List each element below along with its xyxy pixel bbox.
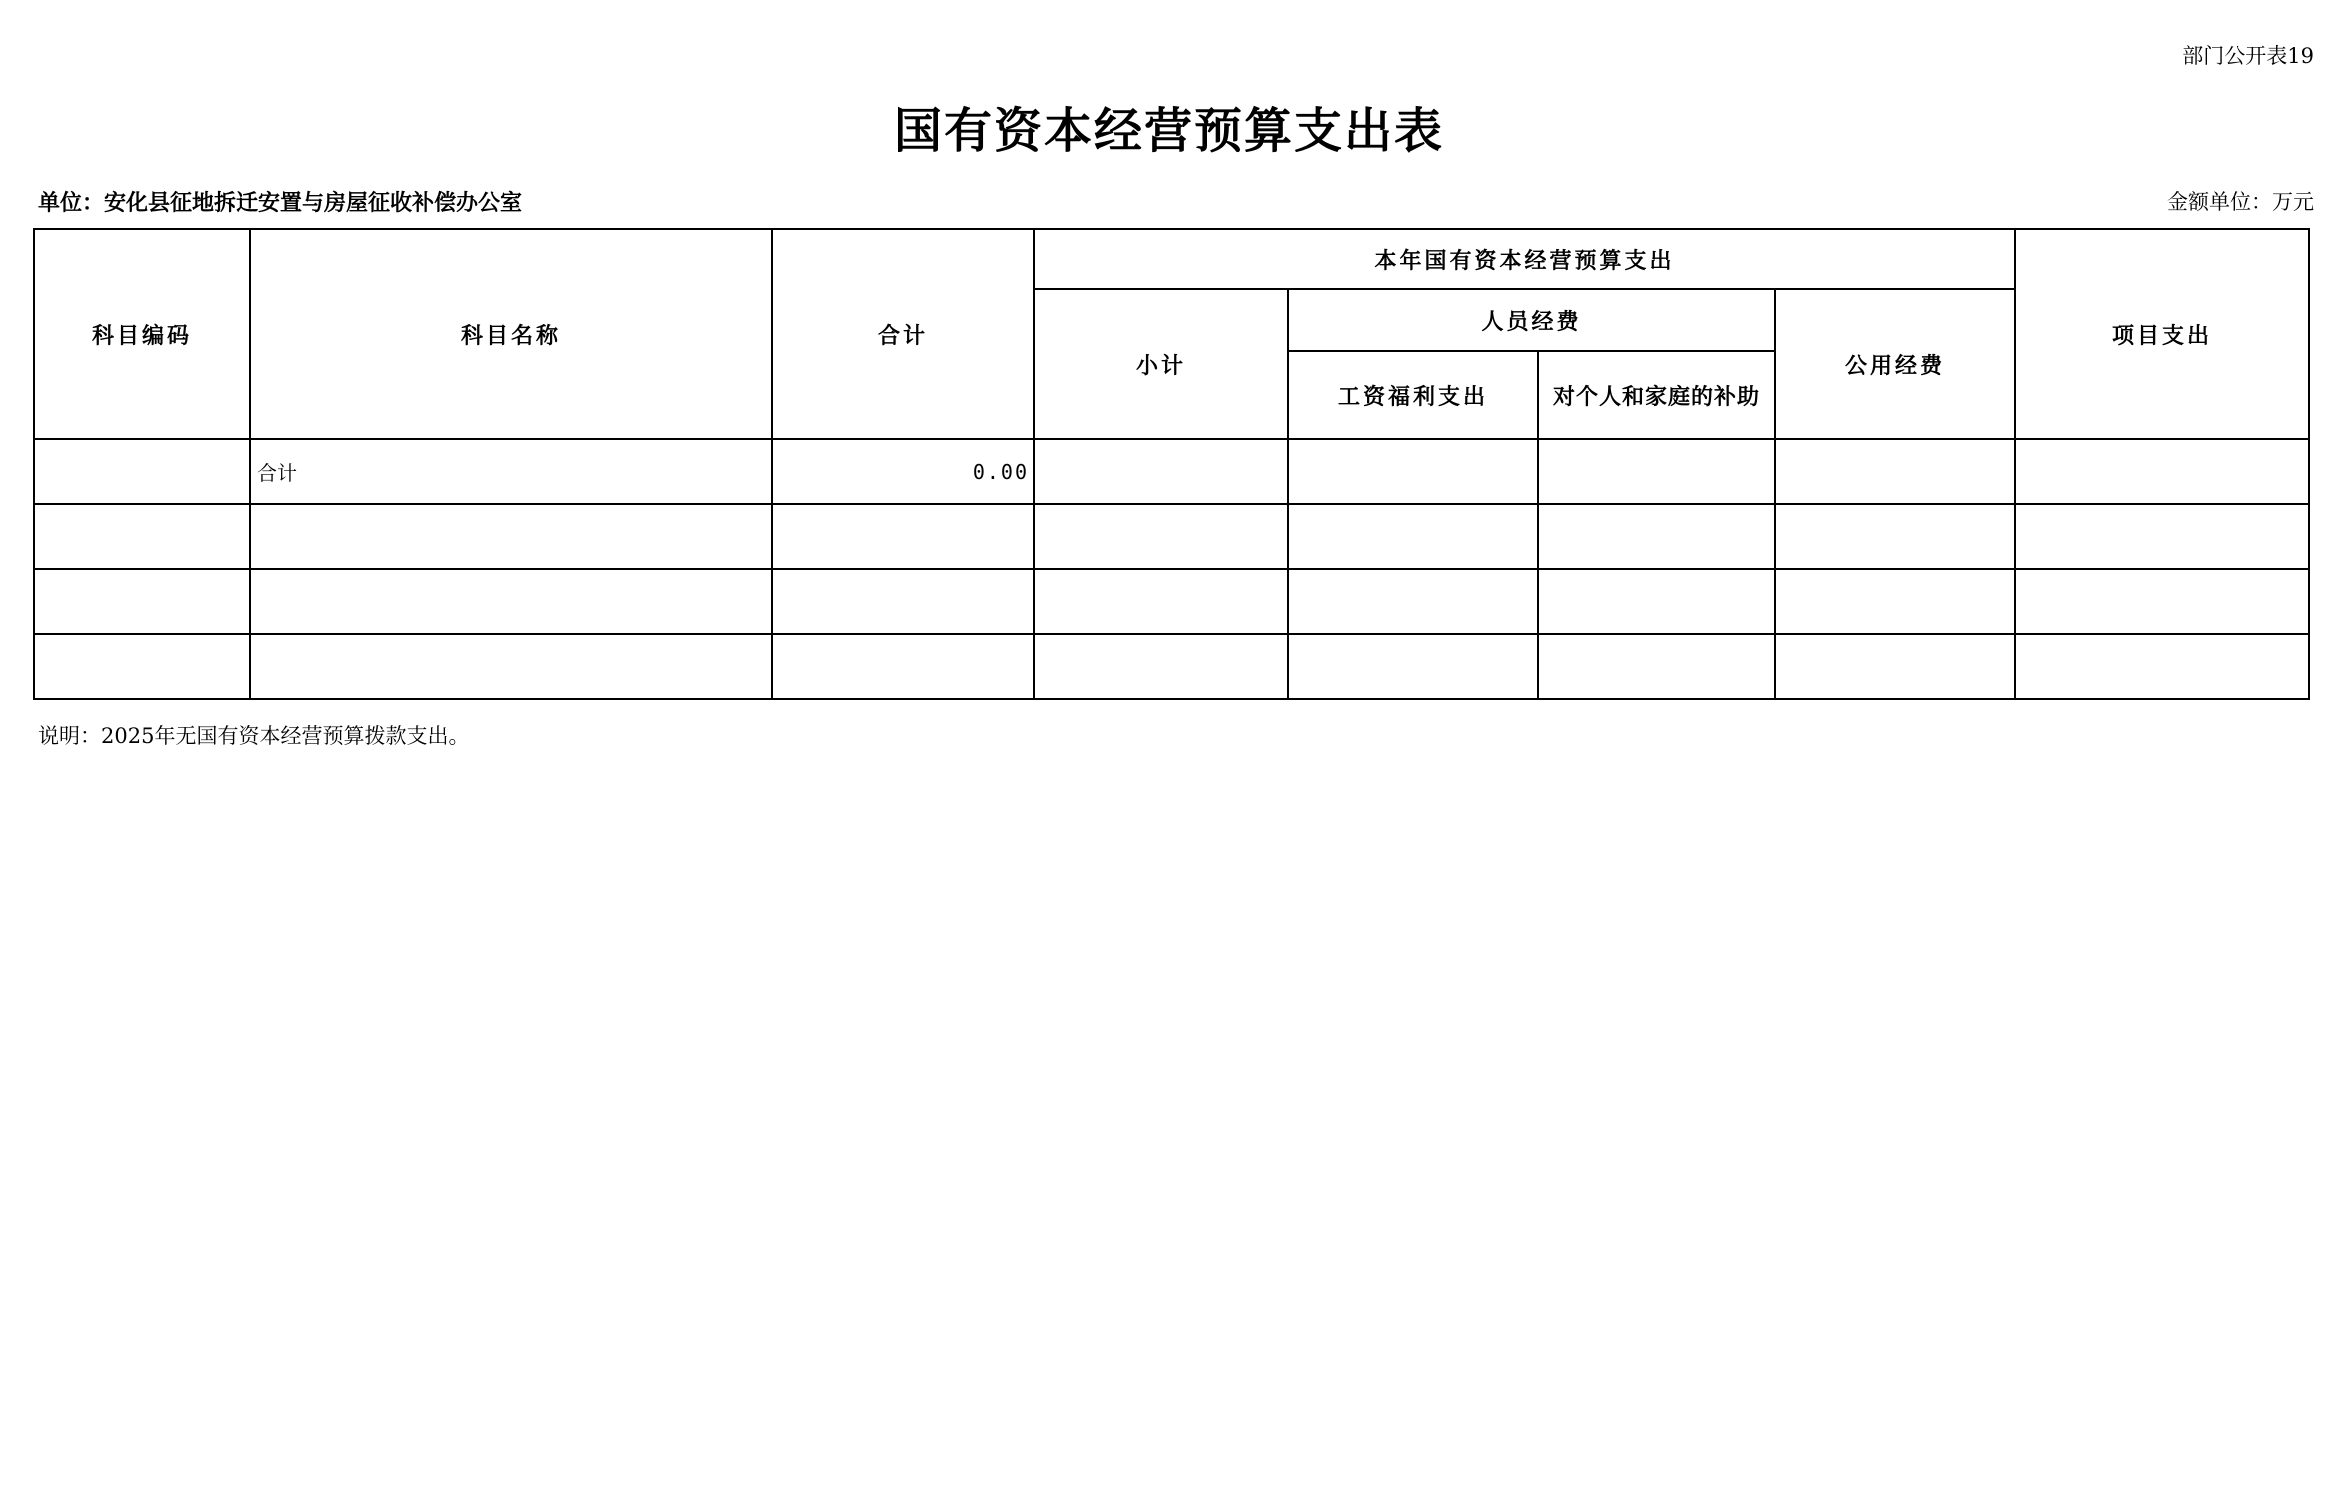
header-salary: 工资福利支出 (1288, 351, 1538, 439)
cell-project (2015, 439, 2309, 504)
table-row (34, 569, 2309, 634)
header-current-year: 本年国有资本经营预算支出 (1034, 229, 2015, 289)
cell-salary (1288, 569, 1538, 634)
cell-code (34, 439, 250, 504)
cell-subtotal (1034, 634, 1288, 699)
amount-unit-label: 金额单位：万元 (2167, 190, 2314, 214)
unit-label: 单位：安化县征地拆迁安置与房屋征收补偿办公室 (38, 191, 523, 216)
cell-subsidy (1538, 634, 1775, 699)
form-number: 部门公开表19 (2182, 44, 2314, 68)
header-personnel: 人员经费 (1288, 289, 1775, 351)
cell-name: 合计 (250, 439, 772, 504)
budget-table (33, 228, 2310, 700)
cell-subsidy (1538, 504, 1775, 569)
cell-subsidy (1538, 569, 1775, 634)
header-total: 合计 (772, 229, 1034, 439)
cell-total: 0.00 (772, 439, 1034, 504)
cell-public (1775, 504, 2015, 569)
cell-project (2015, 569, 2309, 634)
table-row (34, 439, 2309, 504)
cell-name (250, 504, 772, 569)
footnote: 说明：2025年无国有资本经营预算拨款支出。 (38, 724, 470, 748)
cell-project (2015, 504, 2309, 569)
cell-total (772, 569, 1034, 634)
cell-salary (1288, 504, 1538, 569)
table-row (34, 504, 2309, 569)
cell-subsidy (1538, 439, 1775, 504)
header-subtotal: 小计 (1034, 289, 1288, 439)
cell-subtotal (1034, 439, 1288, 504)
page-title: 国有资本经营预算支出表 (893, 103, 1444, 159)
header-public: 公用经费 (1775, 289, 2015, 439)
cell-code (34, 634, 250, 699)
header-name: 科目名称 (250, 229, 772, 439)
table-row (34, 634, 2309, 699)
cell-project (2015, 634, 2309, 699)
cell-salary (1288, 439, 1538, 504)
cell-salary (1288, 634, 1538, 699)
cell-public (1775, 569, 2015, 634)
cell-total (772, 504, 1034, 569)
cell-total (772, 634, 1034, 699)
header-project: 项目支出 (2015, 229, 2309, 439)
header-subsidy: 对个人和家庭的补助 (1538, 351, 1775, 439)
cell-subtotal (1034, 569, 1288, 634)
cell-public (1775, 634, 2015, 699)
cell-code (34, 504, 250, 569)
cell-name (250, 634, 772, 699)
cell-subtotal (1034, 504, 1288, 569)
cell-code (34, 569, 250, 634)
cell-name (250, 569, 772, 634)
cell-public (1775, 439, 2015, 504)
header-code: 科目编码 (34, 229, 250, 439)
